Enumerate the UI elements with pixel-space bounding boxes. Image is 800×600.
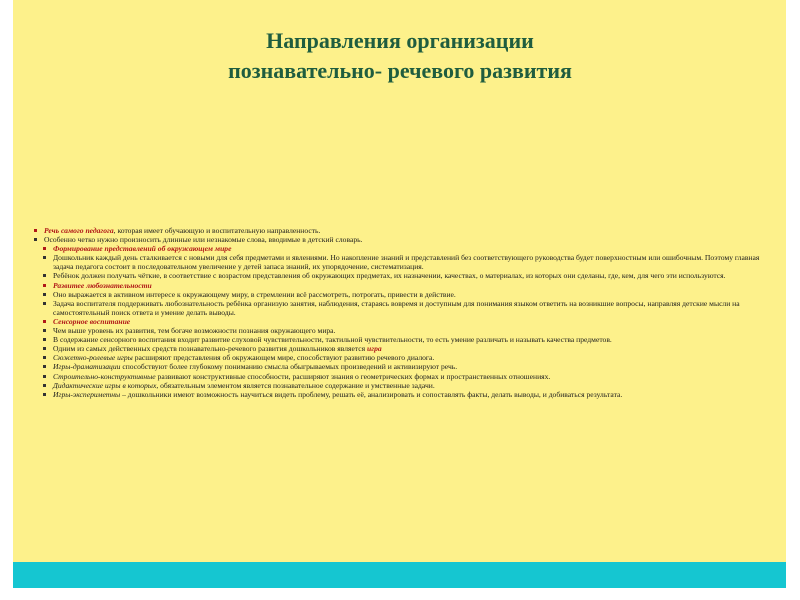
bullet-icon bbox=[34, 238, 37, 241]
list-item bbox=[32, 390, 780, 399]
list-item bbox=[32, 362, 780, 371]
item-text: Оно выражается в активном интересе к окружающему миру, в стремлении всё рассмотреть, потрогать, привести в действие. bbox=[53, 289, 456, 299]
item-lead: Речь самого педагога bbox=[44, 226, 114, 235]
bullet-icon bbox=[43, 284, 46, 287]
bullet-icon bbox=[43, 302, 46, 305]
bullet-icon bbox=[43, 356, 46, 359]
item-text: – дошкольники имеют возможность научиться видеть проблему, решать её, анализировать и сопоставлять факты, делать выводы, и добиваться результата. bbox=[120, 389, 623, 399]
list-item bbox=[32, 353, 780, 362]
bullet-icon bbox=[43, 329, 46, 332]
item-text: , обязательным элементом является познавательное содержание и умственные задачи. bbox=[156, 380, 435, 390]
item-lead: Строительно-конструктивные bbox=[53, 371, 156, 381]
content-list bbox=[32, 226, 780, 399]
item-text: Особенно четко нужно произносить длинные или незнакомые слова, вводимые в детский словарь. bbox=[44, 235, 363, 245]
bullet-icon bbox=[43, 338, 46, 341]
item-lead: Сенсорное воспитание bbox=[53, 316, 131, 326]
item-text: Задача воспитателя поддерживать любознательность ребёнка организую занятия, наблюдения, стараясь вовремя и доступным для понимания языком ответить на возникшие вопросы, направляя детские мысли на самостоятельный поиск ответа и умение делать выводы. bbox=[53, 298, 740, 317]
item-text: способствуют более глубокому пониманию смысла обыгрываемых произведений и активизируют речь. bbox=[120, 362, 458, 372]
item-text: развивают конструктивные способности, расширяют знания о геометрических формах и пространственных отношениях. bbox=[155, 371, 551, 381]
list-item bbox=[32, 281, 780, 290]
item-text: , которая имеет обучающую и воспитательную направленность. bbox=[113, 226, 321, 235]
list-item bbox=[32, 253, 780, 271]
bullet-icon bbox=[43, 365, 46, 368]
item-lead: Дидактические игры в которых bbox=[53, 380, 157, 390]
bullet-icon bbox=[43, 384, 46, 387]
item-lead: Формирование представлений об окружающем мире bbox=[53, 244, 232, 254]
item-highlight: игра bbox=[367, 344, 382, 354]
list-item bbox=[32, 226, 780, 235]
bullet-icon bbox=[43, 256, 46, 259]
list-item bbox=[32, 317, 780, 326]
item-lead: Сюжетно-ролевые игры bbox=[53, 353, 133, 363]
title-line-1: Направления организации bbox=[266, 28, 534, 53]
item-text: расширяют представления об окружающем мире, способствуют развитию речевого диалога. bbox=[132, 353, 435, 363]
list-item bbox=[32, 299, 780, 317]
list-item bbox=[32, 290, 780, 299]
bullet-icon bbox=[43, 347, 46, 350]
bullet-icon bbox=[43, 274, 46, 277]
item-lead: Развитее любознательности bbox=[53, 280, 152, 290]
item-text: В содержание сенсорного воспитания входит развитие слуховой чувствительности, тактильной чувствительности, то есть умение различать и называть качества предметов. bbox=[53, 335, 612, 345]
bullet-icon bbox=[43, 320, 46, 323]
bullet-icon bbox=[43, 247, 46, 250]
page-title bbox=[0, 26, 800, 86]
item-text: Ребёнок должен получать чёткие, в соответствие с возрастом представления об окружающих предметах, их назначении, качествах, о материалах, из которых они сделаны, где, кем, для чего эти используются. bbox=[53, 271, 726, 281]
list-item bbox=[32, 381, 780, 390]
title-line-2: познавательно- речевого развития bbox=[228, 58, 572, 83]
bullet-icon bbox=[34, 229, 37, 232]
item-lead: Игры-экспериметны bbox=[53, 389, 121, 399]
item-text: Дошкольник каждый день сталкивается с новыми для себя предметами и явлениями. Но накопление знаний и представлений без соответствующего руководства будет поверхностным или ошибочным. Поэтому главная задача педагога состоит в последовательном увеличение у детей запаса знаний, их упорядочение, систематизация. bbox=[53, 253, 760, 272]
bullet-icon bbox=[43, 375, 46, 378]
list-item bbox=[32, 344, 780, 353]
list-item bbox=[32, 244, 780, 253]
list-item bbox=[32, 326, 780, 335]
item-text: Одним из самых действенных средств познавательно-речевого развития дошкольников является bbox=[53, 344, 368, 354]
list-item bbox=[32, 372, 780, 381]
footer-bar bbox=[13, 562, 786, 588]
list-item bbox=[32, 271, 780, 280]
bullet-icon bbox=[43, 393, 46, 396]
item-text: Чем выше уровень их развития, тем богаче возможности познания окружающего мира. bbox=[53, 326, 336, 336]
item-lead: Игры-драматизации bbox=[53, 362, 121, 372]
list-item bbox=[32, 235, 780, 244]
list-item bbox=[32, 335, 780, 344]
bullet-icon bbox=[43, 293, 46, 296]
